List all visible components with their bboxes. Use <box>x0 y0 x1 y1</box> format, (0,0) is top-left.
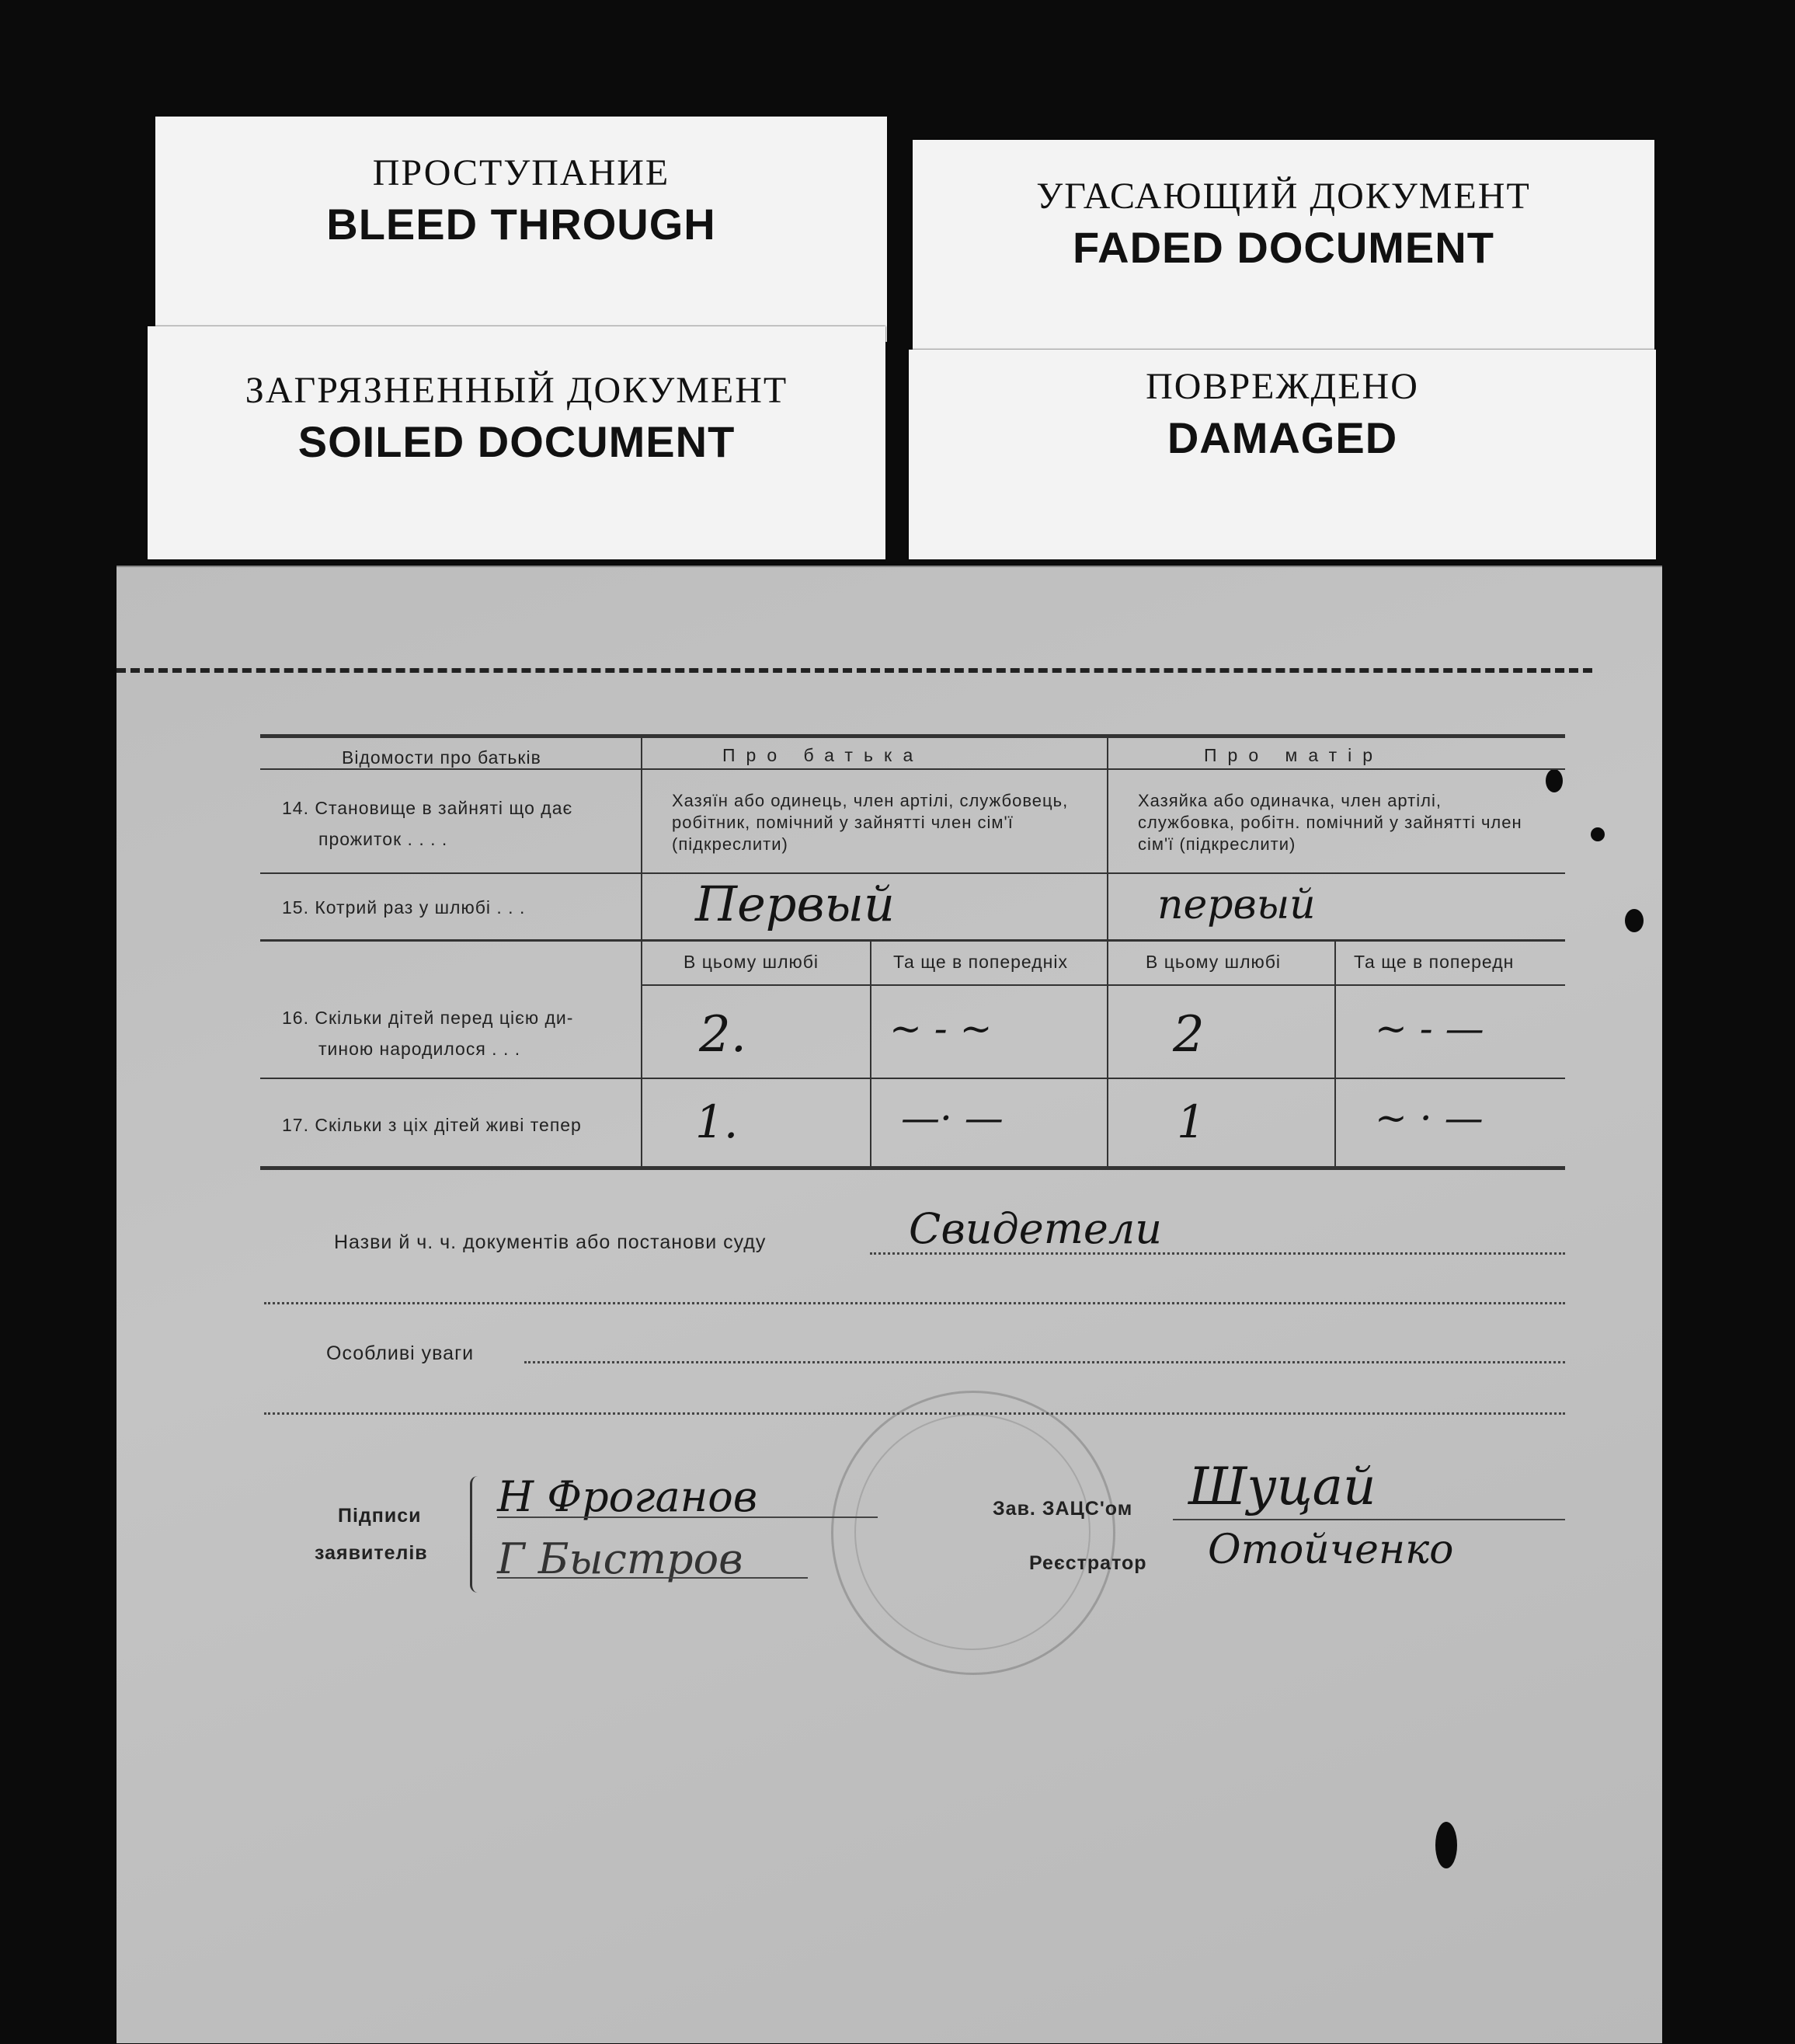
applicant-1-signature: Н Фроганов <box>497 1472 758 1521</box>
applicants-label-2: заявителів <box>315 1542 428 1564</box>
row16-label-1: 16. Скільки дітей перед цією ди- <box>282 1008 574 1028</box>
row16-label-2: тиною народилося . . . <box>318 1039 521 1059</box>
bleed-through-ru: ПРОСТУПАНИЕ <box>372 152 670 193</box>
row15-label: 15. Котрий раз у шлюбі . . . <box>282 897 526 918</box>
remarks-label: Особливі уваги <box>326 1342 475 1364</box>
soiled-document-en: SOILED DOCUMENT <box>297 417 736 466</box>
head-label: Зав. ЗАЦС'ом <box>993 1498 1133 1520</box>
parents-table <box>260 734 1565 1169</box>
row17-mother-this: 1 <box>1177 1095 1205 1148</box>
damage-mark <box>1625 909 1644 932</box>
soiled-document-ru: ЗАГРЯЗНЕННЫЙ ДОКУМЕНТ <box>245 370 788 411</box>
applicant-2-signature: Г Быстров <box>497 1534 743 1583</box>
documents-line <box>870 1252 1565 1255</box>
row17-father-prev: —· — <box>901 1095 1004 1140</box>
documents-line-2 <box>264 1302 1565 1304</box>
applicant-2-line <box>497 1577 808 1579</box>
row16-father-this: 2. <box>699 1006 747 1064</box>
head-line <box>1173 1519 1565 1520</box>
damage-mark <box>1591 827 1605 841</box>
applicants-label-1: Підписи <box>338 1505 422 1527</box>
row17-mother-prev: ~ · — <box>1375 1095 1484 1140</box>
subheader-mother-prev: Та ще в попередн <box>1354 952 1515 972</box>
row16-mother-prev: ~ - — <box>1375 1006 1484 1051</box>
row17-father-this: 1. <box>695 1095 739 1148</box>
row14-label-1: 14. Становище в зайняті що дає <box>282 798 573 818</box>
remarks-line <box>524 1361 1565 1363</box>
soiled-document-card <box>148 326 885 559</box>
registrar-signature: Отойченко <box>1208 1527 1454 1573</box>
header-father: Про батька <box>722 745 924 765</box>
applicants-brace <box>470 1476 485 1593</box>
head-signature: Шуцай <box>1188 1457 1376 1516</box>
subheader-father-prev: Та ще в попередніх <box>893 952 1068 972</box>
row15-father-value: Первый <box>695 876 895 932</box>
punch-hole <box>1435 1822 1457 1868</box>
official-stamp-inner <box>854 1414 1091 1650</box>
damaged-en: DAMAGED <box>1167 413 1398 462</box>
perforation-line <box>117 668 1592 673</box>
faded-document-card <box>913 140 1654 350</box>
row14-mother-options: Хазяйка або одиначка, член артілі, службовка, робітн. помічний у зайнятті член сім'ї (підкреслити) <box>1138 791 1522 854</box>
subheader-father-this: В цьому шлюбі <box>684 952 819 972</box>
row15-mother-value: первый <box>1157 882 1316 928</box>
row16-father-prev: ~ - ~ <box>889 1006 993 1051</box>
row14-label-2: прожиток . . . . <box>318 829 448 849</box>
remarks-line-2 <box>264 1412 1565 1415</box>
header-parents-info: Відомости про батьків <box>342 747 541 768</box>
subheader-mother-this: В цьому шлюбі <box>1146 952 1282 972</box>
row17-label: 17. Скільки з ціх дітей живі тепер <box>282 1115 582 1135</box>
faded-document-ru: УГАСАЮЩИЙ ДОКУМЕНТ <box>1036 176 1531 217</box>
documents-value: Свидетели <box>909 1204 1163 1253</box>
damaged-ru: ПОВРЕЖДЕНО <box>1146 366 1419 407</box>
header-mother: Про матір <box>1204 745 1384 765</box>
applicant-1-line <box>497 1516 878 1518</box>
faded-document-en: FADED DOCUMENT <box>1073 223 1494 272</box>
registrar-label: Реєстратор <box>1029 1552 1147 1574</box>
row14-father-options: Хазяїн або одинець, член артілі, службовець, робітник, помічний у зайнятті член сім'ї (підкреслити) <box>672 791 1069 854</box>
bleed-through-card <box>155 117 887 342</box>
documents-label: Назви й ч. ч. документів або постанови суду <box>334 1231 767 1253</box>
row16-mother-this: 2 <box>1173 1006 1205 1064</box>
damaged-card <box>909 350 1656 559</box>
bleed-through-en: BLEED THROUGH <box>326 200 716 249</box>
